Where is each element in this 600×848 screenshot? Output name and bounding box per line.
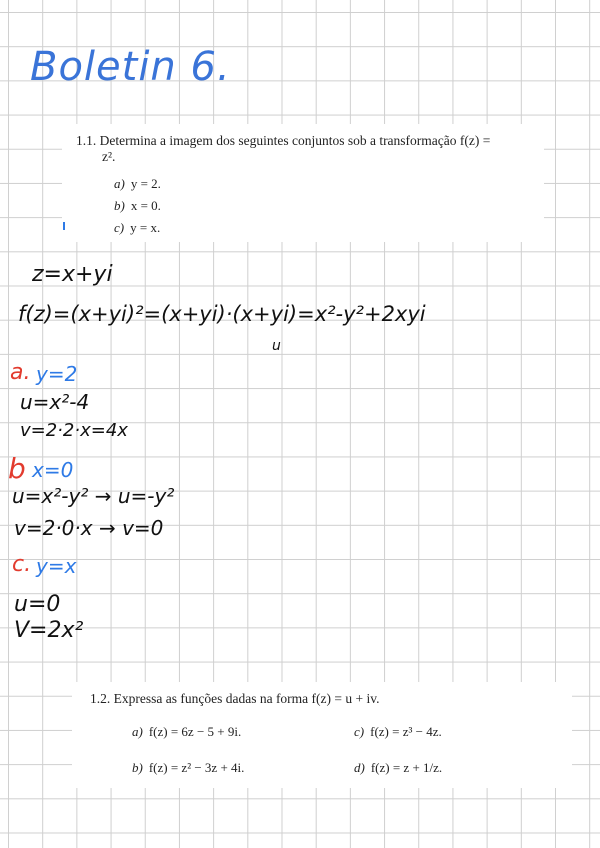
note-c-condition: y=x [36, 554, 77, 578]
item-expr: f(z) = z³ − 4z. [370, 724, 442, 739]
item-expr: y = x. [130, 220, 161, 235]
problem-1-2-item-c [354, 724, 442, 740]
item-label: a) [132, 724, 143, 739]
problem-1-1-number: 1.1. [76, 133, 97, 148]
item-label: c) [354, 724, 365, 739]
item-expr: f(z) = z² − 3z + 4i. [148, 760, 245, 775]
note-a-label: a. [10, 360, 31, 385]
problem-1-1-item-a [114, 176, 161, 192]
problem-1-2-item-b [132, 760, 244, 776]
item-label: d) [354, 760, 365, 775]
note-f-expansion: f(z)=(x+yi)²=(x+yi)·(x+yi)=x²-y²+2xyi [18, 302, 426, 326]
note-u-label: u [272, 338, 281, 354]
item-expr: f(z) = 6z − 5 + 9i. [148, 724, 242, 739]
note-b-condition: x=0 [32, 458, 74, 482]
item-label: b) [132, 760, 143, 775]
item-label: b) [114, 198, 125, 213]
problem-1-2-statement [90, 690, 380, 708]
item-label: a) [114, 176, 125, 191]
item-label: c) [114, 220, 125, 235]
note-b-v: v=2·0·x → v=0 [14, 516, 164, 540]
item-expr: f(z) = z + 1/z. [370, 760, 443, 775]
note-a-condition: y=2 [36, 362, 78, 386]
problem-1-1-item-c [114, 220, 160, 236]
note-a-v: v=2·2·x=4x [20, 420, 128, 441]
problem-1-2-number: 1.2. [90, 691, 111, 706]
problem-1-1-box [62, 124, 544, 242]
notebook-title: Boletin 6. [30, 44, 231, 90]
pen-mark [63, 222, 65, 230]
note-z-definition: z=x+yi [32, 262, 113, 287]
item-expr: y = 2. [130, 176, 161, 191]
problem-1-2-item-a [132, 724, 241, 740]
problem-1-2-item-d [354, 760, 442, 776]
note-c-v: V=2x² [14, 618, 84, 643]
note-c-label: c. [12, 552, 32, 577]
problem-1-1-statement [76, 132, 536, 150]
problem-1-1-text: Determina a imagem dos seguintes conjuntos sob a transformação f(z) = [99, 133, 491, 148]
note-b-label: b [8, 452, 26, 485]
problem-1-1-item-b [114, 198, 161, 214]
item-expr: x = 0. [130, 198, 161, 213]
note-c-u: u=0 [14, 592, 61, 617]
note-a-u: u=x²-4 [20, 390, 90, 414]
problem-1-2-box [72, 682, 572, 788]
problem-1-2-text: Expressa as funções dadas na forma f(z) = u + iv. [113, 691, 380, 706]
note-b-u: u=x²-y² → u=-y² [12, 484, 175, 508]
problem-1-1-text-line2: z². [102, 149, 116, 164]
